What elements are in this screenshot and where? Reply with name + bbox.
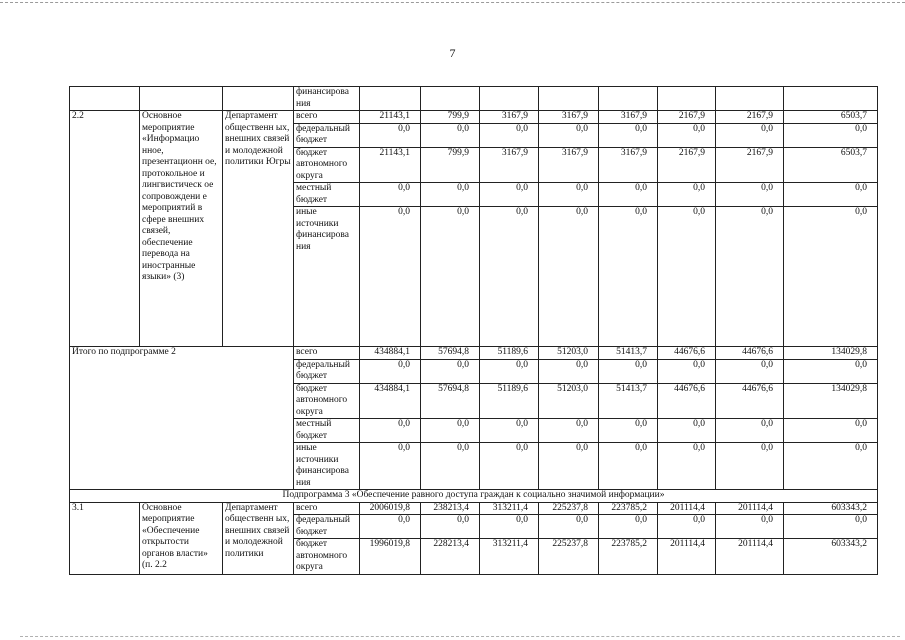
- value-cell: 0,0: [360, 183, 421, 207]
- empty-cell: [599, 87, 658, 111]
- scan-artifact-top: [0, 2, 905, 4]
- value-cell: 1996019,8: [360, 539, 421, 575]
- subprogram-title: Подпрограмма 3 «Обеспечение равного доступа граждан к социально значимой информации»: [70, 490, 878, 503]
- value-cell: 238213,4: [421, 502, 480, 515]
- value-cell: 51203,0: [539, 383, 599, 419]
- value-cell: 3167,9: [539, 111, 599, 124]
- value-cell: 434884,1: [360, 383, 421, 419]
- value-cell: 0,0: [599, 515, 658, 539]
- value-cell: 0,0: [716, 359, 784, 383]
- value-cell: 51413,7: [599, 347, 658, 360]
- value-cell: 313211,4: [480, 502, 539, 515]
- value-cell: 0,0: [658, 515, 716, 539]
- item-name: Основное мероприятие «Информацио нное, презентационн ое, протокольное и лингвистическ ое сопровождени е мероприятий в сфере внешних связей, обеспечение перевода на иностранные языки» (3): [140, 111, 223, 347]
- value-cell: 0,0: [480, 443, 539, 490]
- value-cell: 44676,6: [716, 383, 784, 419]
- source-cell: бюджет автономного округа: [294, 147, 360, 183]
- value-cell: 0,0: [658, 443, 716, 490]
- value-cell: 0,0: [480, 183, 539, 207]
- empty-cell: [784, 87, 878, 111]
- value-cell: 799,9: [421, 147, 480, 183]
- value-cell: 2167,9: [658, 111, 716, 124]
- value-cell: 0,0: [784, 207, 878, 347]
- value-cell: 434884,1: [360, 347, 421, 360]
- value-cell: 51203,0: [539, 347, 599, 360]
- source-cell: всего: [294, 502, 360, 515]
- value-cell: 134029,8: [784, 383, 878, 419]
- value-cell: 0,0: [421, 207, 480, 347]
- page-number: 7: [449, 46, 456, 60]
- value-cell: 3167,9: [539, 147, 599, 183]
- value-cell: 0,0: [658, 419, 716, 443]
- value-cell: 201114,4: [716, 539, 784, 575]
- item-executor: Департамент общественн ых, внешних связей и молодежной политики Югры: [223, 111, 294, 347]
- value-cell: 2006019,8: [360, 502, 421, 515]
- value-cell: 2167,9: [716, 111, 784, 124]
- value-cell: 228213,4: [421, 539, 480, 575]
- value-cell: 201114,4: [716, 502, 784, 515]
- value-cell: 0,0: [599, 207, 658, 347]
- value-cell: 0,0: [480, 207, 539, 347]
- value-cell: 603343,2: [784, 539, 878, 575]
- value-cell: 0,0: [421, 515, 480, 539]
- value-cell: 6503,7: [784, 147, 878, 183]
- empty-cell: [658, 87, 716, 111]
- value-cell: 223785,2: [599, 539, 658, 575]
- value-cell: 0,0: [658, 207, 716, 347]
- value-cell: 0,0: [421, 359, 480, 383]
- value-cell: 44676,6: [658, 347, 716, 360]
- item-name: Основное мероприятие «Обеспечение открытости органов власти» (п. 2.2: [140, 502, 223, 575]
- value-cell: 225237,8: [539, 502, 599, 515]
- value-cell: 44676,6: [716, 347, 784, 360]
- value-cell: 0,0: [360, 419, 421, 443]
- value-cell: 0,0: [784, 359, 878, 383]
- value-cell: 0,0: [539, 123, 599, 147]
- value-cell: 0,0: [784, 419, 878, 443]
- value-cell: 3167,9: [599, 147, 658, 183]
- table-row: [70, 111, 878, 124]
- source-cell: финансирова ния: [294, 87, 360, 111]
- table-row: [70, 490, 878, 503]
- table-row: [70, 502, 878, 515]
- value-cell: 0,0: [360, 515, 421, 539]
- total-label: Итого по подпрограмме 2: [70, 347, 294, 490]
- value-cell: 0,0: [784, 183, 878, 207]
- value-cell: 201114,4: [658, 502, 716, 515]
- value-cell: 0,0: [480, 515, 539, 539]
- item-executor: Департамент общественн ых, внешних связей и молодежной политики: [223, 502, 294, 575]
- value-cell: 0,0: [421, 443, 480, 490]
- value-cell: 51413,7: [599, 383, 658, 419]
- source-cell: всего: [294, 347, 360, 360]
- financing-table: [69, 86, 878, 575]
- value-cell: 0,0: [539, 183, 599, 207]
- value-cell: 21143,1: [360, 111, 421, 124]
- value-cell: 0,0: [539, 515, 599, 539]
- empty-cell: [480, 87, 539, 111]
- value-cell: 225237,8: [539, 539, 599, 575]
- value-cell: 0,0: [539, 207, 599, 347]
- value-cell: 0,0: [599, 123, 658, 147]
- value-cell: 0,0: [658, 183, 716, 207]
- value-cell: 134029,8: [784, 347, 878, 360]
- value-cell: 57694,8: [421, 347, 480, 360]
- empty-cell: [539, 87, 599, 111]
- value-cell: 0,0: [360, 207, 421, 347]
- value-cell: 3167,9: [480, 147, 539, 183]
- value-cell: 3167,9: [480, 111, 539, 124]
- scan-artifact-bottom: [20, 636, 900, 638]
- source-cell: бюджет автономного округа: [294, 539, 360, 575]
- value-cell: 799,9: [421, 111, 480, 124]
- value-cell: 0,0: [421, 123, 480, 147]
- empty-cell: [421, 87, 480, 111]
- value-cell: 603343,2: [784, 502, 878, 515]
- value-cell: 0,0: [658, 123, 716, 147]
- value-cell: 0,0: [599, 443, 658, 490]
- source-cell: федеральный бюджет: [294, 123, 360, 147]
- value-cell: 313211,4: [480, 539, 539, 575]
- value-cell: 201114,4: [658, 539, 716, 575]
- item-number: 3.1: [70, 502, 140, 575]
- empty-cell: [140, 87, 223, 111]
- empty-cell: [360, 87, 421, 111]
- value-cell: 0,0: [716, 419, 784, 443]
- value-cell: 2167,9: [716, 147, 784, 183]
- value-cell: 0,0: [784, 123, 878, 147]
- value-cell: 44676,6: [658, 383, 716, 419]
- source-cell: федеральный бюджет: [294, 359, 360, 383]
- source-cell: всего: [294, 111, 360, 124]
- value-cell: 0,0: [421, 419, 480, 443]
- source-cell: местный бюджет: [294, 183, 360, 207]
- value-cell: 0,0: [599, 359, 658, 383]
- value-cell: 0,0: [480, 419, 539, 443]
- value-cell: 0,0: [599, 419, 658, 443]
- value-cell: 0,0: [421, 183, 480, 207]
- table-row: [70, 347, 878, 360]
- empty-cell: [223, 87, 294, 111]
- value-cell: 0,0: [360, 359, 421, 383]
- value-cell: 0,0: [784, 515, 878, 539]
- value-cell: 0,0: [360, 123, 421, 147]
- value-cell: 0,0: [716, 183, 784, 207]
- source-cell: бюджет автономного округа: [294, 383, 360, 419]
- value-cell: 0,0: [716, 123, 784, 147]
- empty-cell: [70, 87, 140, 111]
- value-cell: 0,0: [716, 515, 784, 539]
- empty-cell: [716, 87, 784, 111]
- source-cell: федеральный бюджет: [294, 515, 360, 539]
- table-row: [70, 87, 878, 111]
- value-cell: 6503,7: [784, 111, 878, 124]
- value-cell: 2167,9: [658, 147, 716, 183]
- value-cell: 0,0: [480, 123, 539, 147]
- value-cell: 51189,6: [480, 383, 539, 419]
- source-cell: иные источники финансирова ния: [294, 207, 360, 347]
- value-cell: 57694,8: [421, 383, 480, 419]
- value-cell: 51189,6: [480, 347, 539, 360]
- value-cell: 0,0: [539, 419, 599, 443]
- value-cell: 0,0: [599, 183, 658, 207]
- value-cell: 0,0: [784, 443, 878, 490]
- source-cell: местный бюджет: [294, 419, 360, 443]
- value-cell: 0,0: [716, 207, 784, 347]
- value-cell: 0,0: [539, 443, 599, 490]
- source-cell: иные источники финансирова ния: [294, 443, 360, 490]
- value-cell: 3167,9: [599, 111, 658, 124]
- value-cell: 0,0: [360, 443, 421, 490]
- value-cell: 21143,1: [360, 147, 421, 183]
- value-cell: 0,0: [480, 359, 539, 383]
- item-number: 2.2: [70, 111, 140, 347]
- value-cell: 0,0: [539, 359, 599, 383]
- value-cell: 223785,2: [599, 502, 658, 515]
- value-cell: 0,0: [716, 443, 784, 490]
- value-cell: 0,0: [658, 359, 716, 383]
